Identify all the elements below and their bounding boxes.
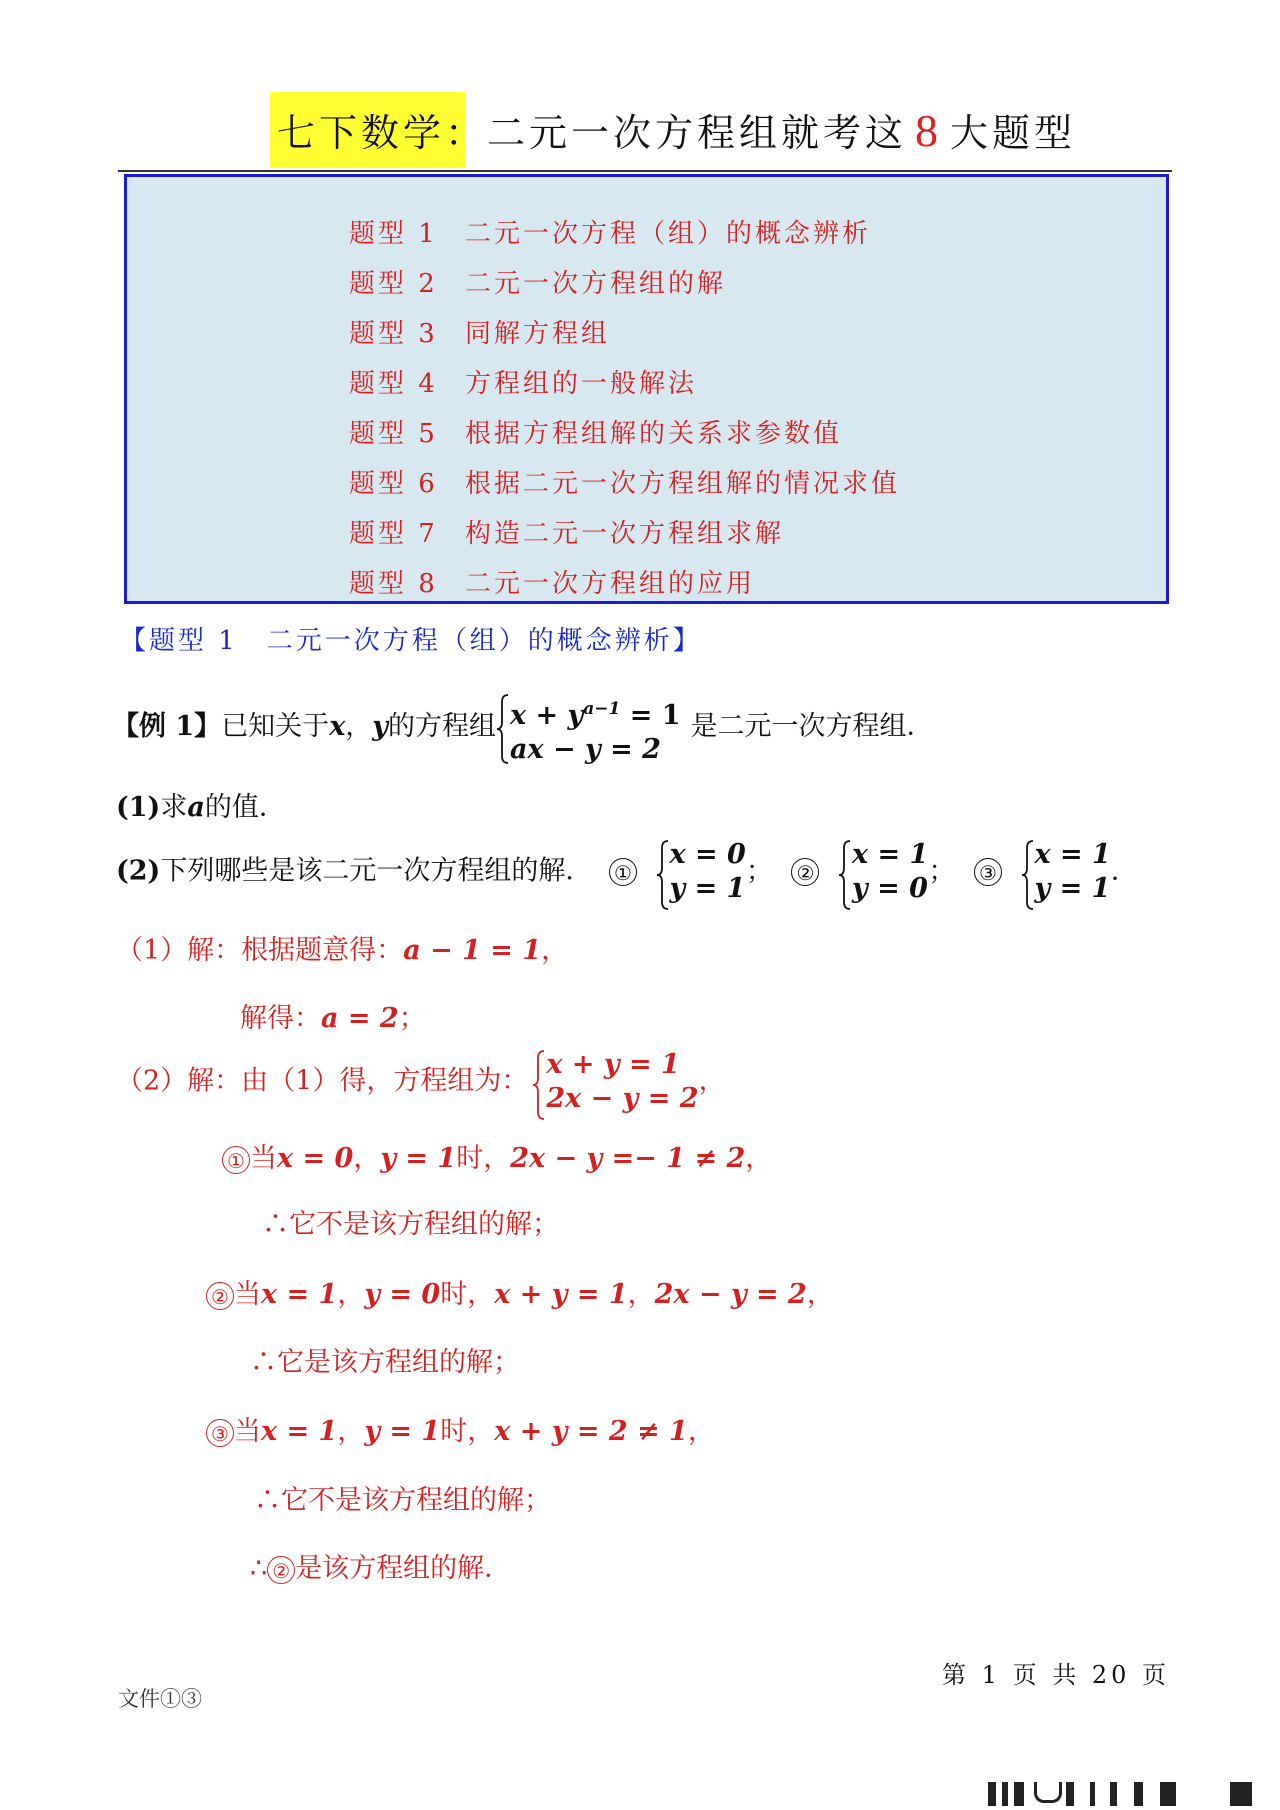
watermark-mark xyxy=(1002,1782,1008,1806)
q1-var: a xyxy=(187,792,205,823)
toc-item xyxy=(349,263,726,299)
toc-box xyxy=(124,174,1169,604)
title-number: 8 xyxy=(915,105,943,156)
watermark-mark xyxy=(1230,1782,1252,1806)
solution-part1: （1）解：根据题意得：a − 1 = 1， xyxy=(116,935,569,966)
title-area xyxy=(0,92,1280,172)
option-1: ① x = 0 y = 1 ； xyxy=(609,856,782,887)
toc-label: 题型 6 xyxy=(349,469,438,499)
toc-item xyxy=(349,363,697,399)
q1-text-a: 求 xyxy=(160,792,188,823)
brace-icon xyxy=(656,840,670,910)
toc-item xyxy=(349,563,755,599)
question-2 xyxy=(116,838,1138,906)
toc-text: 二元一次方程（组）的概念辨析 xyxy=(465,219,872,249)
q1-text-b: 的值． xyxy=(204,792,286,823)
watermark-mark xyxy=(1160,1782,1176,1806)
equation-system xyxy=(496,692,681,767)
var-y: y xyxy=(372,711,388,742)
toc-text: 方程组的一般解法 xyxy=(465,369,698,399)
solution-part2: （2）解：由（1）得，方程组为： x + y = 1 2x − y = 2 ， xyxy=(116,1048,726,1116)
watermark-mark xyxy=(1034,1782,1062,1803)
q2-prefix: (2) xyxy=(116,855,161,887)
toc-text: 二元一次方程组的应用 xyxy=(465,569,756,599)
question-1 xyxy=(116,785,286,824)
watermark-mark xyxy=(1134,1782,1143,1806)
toc-text: 根据二元一次方程组解的情况求值 xyxy=(465,469,901,499)
case-2: ② 当x = 1，y = 0时，x + y = 1，2x − y = 2， xyxy=(206,1272,834,1311)
toc-label: 题型 4 xyxy=(349,369,438,399)
q1-prefix: (1) xyxy=(116,792,161,823)
toc-text: 根据方程组解的关系求参数值 xyxy=(465,419,843,449)
case-3: ③ 当x = 1，y = 1时，x + y = 2 ≠ 1， xyxy=(206,1409,715,1448)
toc-text: 构造二元一次方程组求解 xyxy=(465,519,785,549)
watermark-mark xyxy=(1110,1782,1117,1806)
toc-label: 题型 1 xyxy=(349,219,438,249)
brace-icon xyxy=(1021,840,1035,910)
toc-item xyxy=(349,513,784,549)
section-header: 【题型 1 二元一次方程（组）的概念辨析】 xyxy=(120,626,702,656)
toc-item xyxy=(349,313,610,349)
title-text-before: 二元一次方程组就考这 xyxy=(487,111,908,155)
toc-text: 二元一次方程组的解 xyxy=(465,269,727,299)
toc-label: 题型 3 xyxy=(349,319,438,349)
title-text-after: 大题型 xyxy=(950,111,1077,155)
option-3: ③ x = 1 y = 1 ． xyxy=(974,856,1138,887)
toc-item xyxy=(349,463,900,499)
example-statement xyxy=(112,690,934,765)
var-x: x xyxy=(329,711,346,742)
file-label: 文件①③ xyxy=(118,1687,202,1711)
system-eq1: $x + y^{a-1} = 1$ xyxy=(510,699,681,731)
brace-icon xyxy=(838,840,852,910)
watermark-mark xyxy=(988,1782,996,1806)
page-number: 第 1 页 共 20 页 xyxy=(942,1661,1170,1689)
example-intro: 已知关于 xyxy=(221,711,330,742)
toc-label: 题型 5 xyxy=(349,419,438,449)
toc-text: 同解方程组 xyxy=(465,319,611,349)
comma: ， xyxy=(345,711,373,742)
option-2: ② x = 1 y = 0 ； xyxy=(791,856,964,887)
case-3-conclusion: ∴它不是该方程组的解； xyxy=(254,1485,551,1516)
toc-label: 题型 8 xyxy=(349,569,438,599)
example-mid: 的方程组 xyxy=(388,711,496,742)
case-2-conclusion: ∴它是该方程组的解； xyxy=(250,1347,520,1378)
final-conclusion: ∴ ② 是该方程组的解． xyxy=(250,1553,512,1584)
example-label: 【例 1】 xyxy=(112,711,222,742)
solution-part1-result: 解得：a = 2； xyxy=(240,1003,426,1034)
toc-item xyxy=(349,413,842,449)
case-1-conclusion: ∴它不是该方程组的解； xyxy=(262,1209,559,1240)
watermark-mark xyxy=(1014,1782,1024,1806)
brace-icon xyxy=(532,1050,546,1120)
page-title xyxy=(277,102,1076,157)
watermark-mark xyxy=(1090,1782,1095,1806)
brace-icon xyxy=(496,694,510,764)
watermark-mark xyxy=(1066,1782,1074,1806)
case-1: ① 当x = 0，y = 1时，2x − y =− 1 ≠ 2， xyxy=(222,1136,772,1175)
title-rule xyxy=(118,170,1172,172)
toc-item xyxy=(349,213,871,249)
title-highlight-text: 七下数学： xyxy=(277,111,488,155)
toc-label: 题型 7 xyxy=(349,519,438,549)
system-eq2: ax − y = 2 xyxy=(510,734,661,765)
toc-label: 题型 2 xyxy=(349,269,438,299)
example-end: 是二元一次方程组． xyxy=(690,711,934,742)
q2-text: 下列哪些是该二元一次方程组的解． xyxy=(160,855,593,887)
